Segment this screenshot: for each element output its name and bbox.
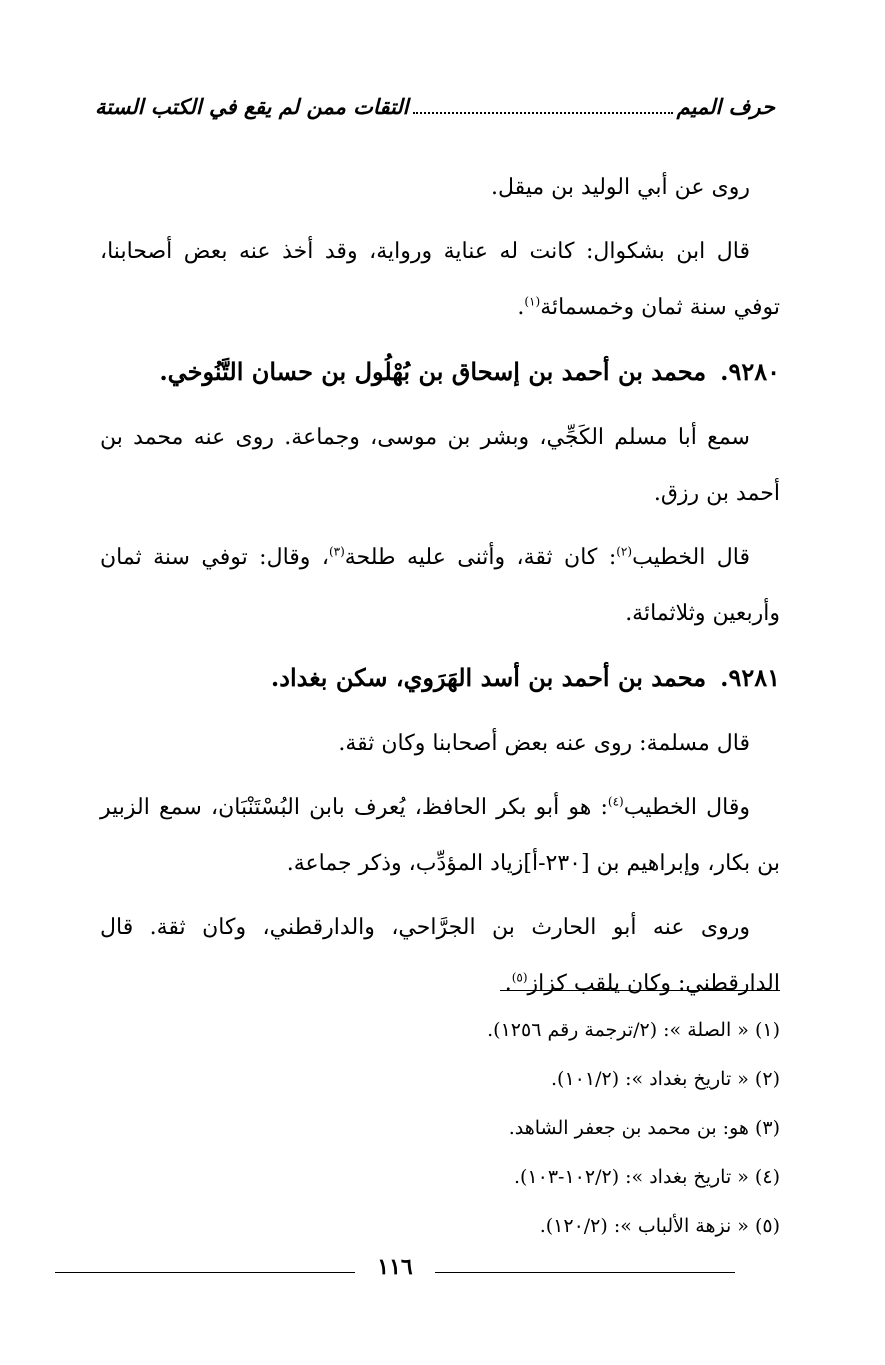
entry-number: ٩٢٨٠. xyxy=(720,357,780,386)
footnote-marker: (٣) xyxy=(328,544,345,559)
footnote: (١) « الصلة »: (٢/ترجمة رقم ١٢٥٦). xyxy=(487,1019,780,1041)
footer-rule-right xyxy=(435,1272,735,1273)
paragraph-text: . xyxy=(517,295,525,320)
paragraph-text: روى عن أبي الوليد بن ميقل. xyxy=(490,175,750,200)
paragraph xyxy=(100,900,780,1012)
entry-name: محمد بن أحمد بن أسد الهَرَوي، سكن بغداد. xyxy=(270,663,707,692)
page-footer xyxy=(55,1254,735,1288)
footnote-marker: (١) xyxy=(524,294,541,309)
footnote: (٣) هو: بن محمد بن جعفر الشاهد. xyxy=(508,1117,780,1139)
footnote-separator xyxy=(500,990,780,991)
entry-number: ٩٢٨١. xyxy=(720,663,780,692)
paragraph xyxy=(100,410,780,522)
paragraph-text: ، وقال: توفي سنة ثمان وأربعين وثلاثمائة. xyxy=(100,545,780,626)
page-number: ١١٦ xyxy=(377,1254,413,1280)
paragraph xyxy=(100,780,780,892)
book-title: التقات ممن لم يقع في الكتب الستة xyxy=(95,94,409,119)
footnote-marker: (٥) xyxy=(511,970,528,985)
running-header xyxy=(95,94,775,128)
footnote: (٢) « تاريخ بغداد »: (١٠١/٢). xyxy=(551,1068,780,1090)
paragraph-text: قال مسلمة: روى عنه بعض أصحابنا وكان ثقة. xyxy=(338,731,750,756)
footnote-marker: (٤) xyxy=(607,794,624,809)
paragraph xyxy=(100,160,780,216)
paragraph-text: قال ابن بشكوال: كانت له عناية ورواية، وقد أخذ عنه بعض أصحابنا، توفي سنة ثمان وخمسمائة xyxy=(100,239,780,320)
footnote-marker: (٢) xyxy=(616,544,633,559)
chapter-title: حرف الميم xyxy=(676,94,775,119)
footnote: (٤) « تاريخ بغداد »: (١٠٢/٢-١٠٣). xyxy=(513,1166,780,1188)
entry-name: محمد بن أحمد بن إسحاق بن بُهْلُول بن حسان التَّنُوخي. xyxy=(159,357,707,386)
footer-rule-left xyxy=(55,1272,355,1273)
paragraph-text: . xyxy=(504,971,512,996)
paragraph xyxy=(100,530,780,642)
body-text xyxy=(100,160,780,1020)
paragraph-text: وقال الخطيب xyxy=(623,795,750,820)
footnote: (٥) « نزهة الألباب »: (١٢٠/٢). xyxy=(539,1215,780,1237)
entry-heading xyxy=(100,650,780,706)
paragraph xyxy=(100,716,780,772)
paragraph-text: : هو أبو بكر الحافظ، يُعرف بابن البُسْتَنْبَان، سمع الزبير بن بكار، وإبراهيم بن [٢٣٠-أ]زياد المؤدِّب، وذكر جماعة. xyxy=(100,795,780,876)
footnotes xyxy=(100,1006,780,1251)
paragraph-text: : كان ثقة، وأثنى عليه طلحة xyxy=(344,545,617,570)
paragraph-text: سمع أبا مسلم الكَجِّي، وبشر بن موسى، وجماعة. روى عنه محمد بن أحمد بن رزق. xyxy=(100,425,780,506)
paragraph-text: وروى عنه أبو الحارث بن الجرَّاحي، والدارقطني، وكان ثقة. قال الدارقطني: وكان يلقب كزاز xyxy=(100,915,780,996)
paragraph-text: قال الخطيب xyxy=(632,545,750,570)
paragraph xyxy=(100,224,780,336)
entry-heading xyxy=(100,344,780,400)
header-dot-leader xyxy=(413,98,673,114)
